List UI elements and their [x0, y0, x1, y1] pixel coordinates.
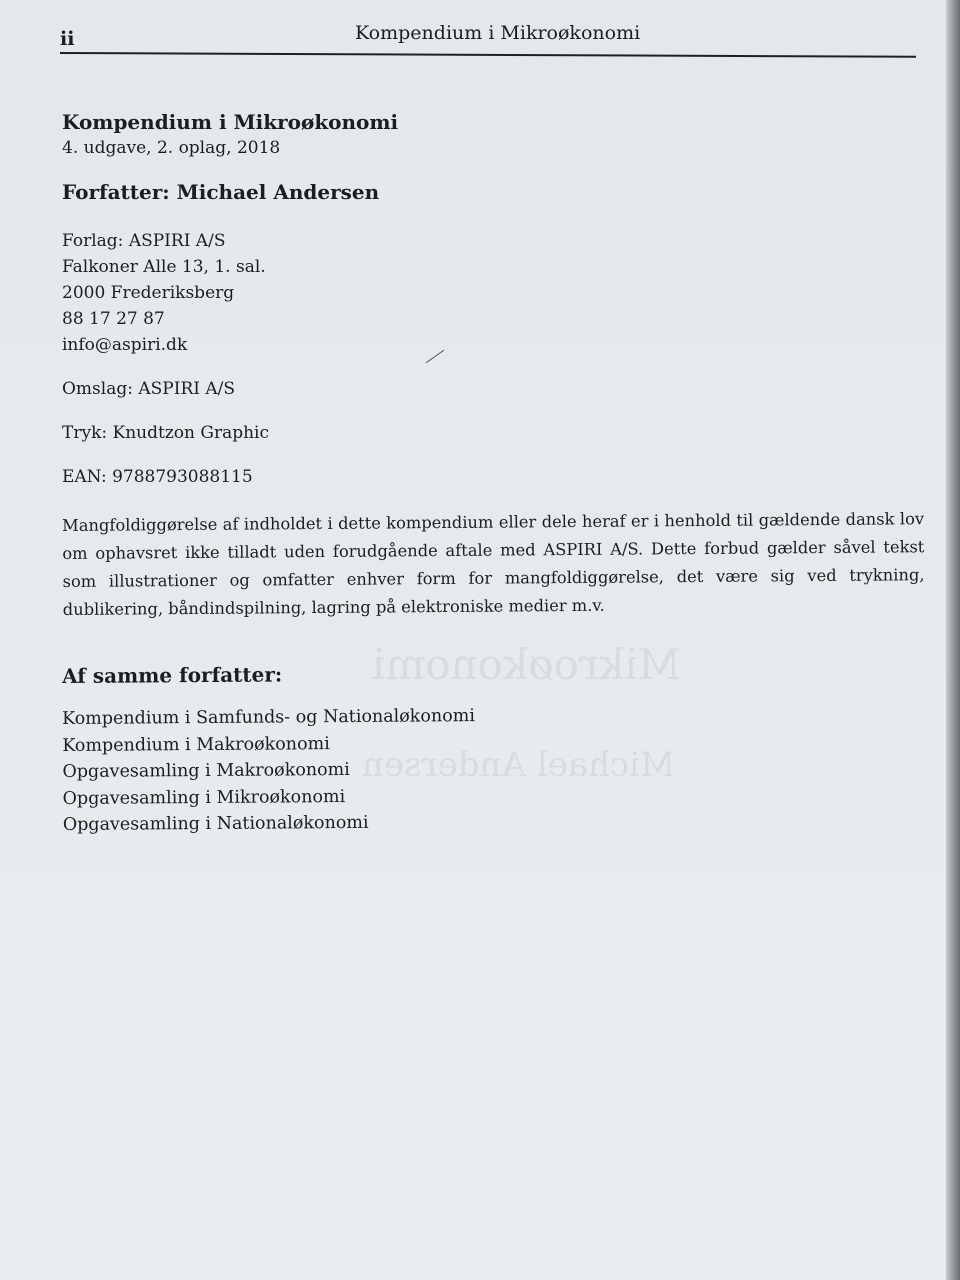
imprint-content: [62, 108, 924, 839]
list-item: Opgavesamling i Mikroøkonomi: [62, 786, 346, 809]
list-item: Kompendium i Samfunds- og Nationaløkonomi: [62, 706, 475, 729]
street-line: Falkoner Alle 13, 1. sal.: [62, 257, 266, 277]
print-line: Tryk: Knudtzon Graphic: [62, 423, 269, 443]
show-through-author: Michael Andersen: [362, 745, 675, 785]
ean-line: EAN: 9788793088115: [62, 467, 253, 487]
city-line: 2000 Frederiksberg: [62, 283, 235, 303]
same-author-heading: Af samme forfatter:: [62, 662, 283, 688]
publisher-address: [62, 228, 924, 358]
page-number: ii: [60, 28, 75, 50]
show-through-title: Mikroøkonomi: [372, 640, 681, 689]
list-item: Opgavesamling i Nationaløkonomi: [62, 812, 369, 835]
cover-line: Omslag: ASPIRI A/S: [62, 379, 236, 399]
list-item: Kompendium i Makroøkonomi: [62, 733, 330, 756]
edition-line: 4. udgave, 2. oplag, 2018: [62, 138, 281, 158]
author-line: Forfatter: Michael Andersen: [62, 180, 380, 204]
page-header: [60, 18, 916, 56]
publisher-line: Forlag: ASPIRI A/S: [62, 231, 226, 251]
copyright-notice: Mangfoldiggørelse af indholdet i dette kompendium eller dele heraf er i henhold til gældende dansk lov om ophavsret ikke tilladt uden forudgående aftale med ASPIRI A/S. Dette forbud gælder såvel tekst som illustrationer og omfatter enhver form for mangfoldiggørelse, det være sig ved trykning, dublikering, båndindspilning, lagring på elektroniske medier m.v.: [62, 509, 925, 619]
header-rule: [60, 52, 916, 58]
book-title: Kompendium i Mikroøkonomi: [62, 110, 399, 134]
list-item: Opgavesamling i Makroøkonomi: [62, 759, 350, 782]
same-author-list: [62, 700, 925, 839]
running-title: Kompendium i Mikroøkonomi: [355, 22, 641, 44]
email-line: info@aspiri.dk: [62, 335, 188, 355]
phone-line: 88 17 27 87: [62, 309, 165, 329]
page-edge-shadow: [946, 0, 960, 1280]
